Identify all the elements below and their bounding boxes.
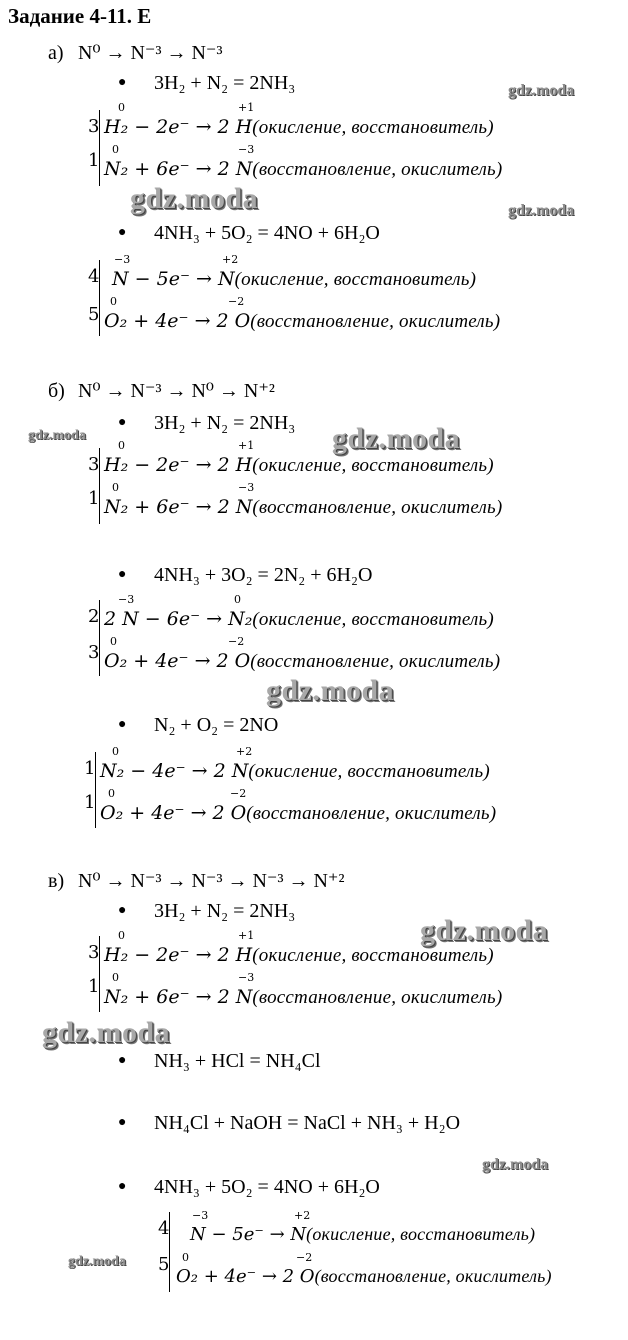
coefficient: 4	[158, 1218, 170, 1239]
bullet-icon: ●	[118, 225, 127, 240]
part-b-equation-2: ● 4NH₃ + 3O₂ = 2N₂ + 6H₂O	[118, 564, 373, 586]
half-reaction: 0 +2 N₂ − 4e⁻ → 2 N(окисление, восстановитель)	[100, 745, 490, 782]
half-reaction: 0 −3 N₂ + 6e⁻ → 2 N(восстановление, окислитель)	[104, 481, 503, 518]
coefficient: 3	[88, 116, 100, 137]
watermark: gdz.moda	[68, 1254, 126, 1269]
watermark: gdz.moda	[420, 914, 549, 947]
part-c-equation-2: ● NH₃ + HCl = NH₄Cl	[118, 1050, 321, 1072]
balance-bracket	[99, 110, 100, 186]
part-a-equation-2: ● 4NH₃ + 5O₂ = 4NO + 6H₂O	[118, 222, 380, 244]
watermark: gdz.moda	[482, 1156, 549, 1173]
coefficient: 4	[88, 266, 100, 287]
coefficient: 1	[88, 488, 100, 509]
part-c-chain: в) N⁰ → N⁻³ → N⁻³ → N⁻³ → N⁺²	[48, 870, 345, 892]
coefficient: 1	[88, 150, 100, 171]
part-a-equation-1: ● 3H₂ + N₂ = 2NH₃	[118, 72, 296, 94]
half-reaction: 0 −3 N₂ + 6e⁻ → 2 N(восстановление, окислитель)	[104, 143, 503, 180]
bullet-icon: ●	[118, 567, 127, 582]
coefficient: 3	[88, 942, 100, 963]
bullet-icon: ●	[118, 717, 127, 732]
bullet-icon: ●	[118, 75, 127, 90]
half-reaction: 0 +1 H₂ − 2e⁻ → 2 H(окисление, восстановитель)	[104, 101, 494, 138]
part-a-label: а)	[48, 42, 64, 64]
half-reaction: −3 0 2 N − 6e⁻ → N₂(окисление, восстановитель)	[104, 593, 494, 630]
half-reaction: 0 −2 O₂ + 4e⁻ → 2 O(восстановление, окислитель)	[100, 787, 497, 824]
balance-bracket	[169, 1212, 170, 1292]
coefficient: 1	[84, 792, 96, 813]
coefficient: 2	[88, 606, 100, 627]
watermark: gdz.moda	[42, 1016, 171, 1049]
balance-bracket	[99, 936, 100, 1012]
watermark: gdz.moda	[508, 82, 575, 99]
watermark: gdz.moda	[332, 422, 461, 455]
bullet-icon: ●	[118, 415, 127, 430]
coefficient: 5	[88, 304, 100, 325]
balance-bracket	[99, 448, 100, 524]
balance-bracket	[99, 260, 100, 336]
bullet-icon: ●	[118, 903, 127, 918]
watermark: gdz.moda	[508, 202, 575, 219]
half-reaction: 0 −3 N₂ + 6e⁻ → 2 N(восстановление, окислитель)	[104, 971, 503, 1008]
part-c-equation-1: ● 3H₂ + N₂ = 2NH₃	[118, 900, 296, 922]
bullet-icon: ●	[118, 1179, 127, 1194]
half-reaction: 0 −2 O₂ + 4e⁻ → 2 O(восстановление, окислитель)	[104, 635, 501, 672]
watermark: gdz.moda	[130, 182, 259, 215]
half-reaction: 0 +1 H₂ − 2e⁻ → 2 H(окисление, восстановитель)	[104, 439, 494, 476]
half-reaction: −3 +2 N − 5e⁻ → N(окисление, восстановитель)	[190, 1209, 536, 1245]
part-b-equation-3: ● N₂ + O₂ = 2NO	[118, 714, 279, 736]
task-title: Задание 4-11. Е	[8, 4, 152, 28]
watermark: gdz.moda	[28, 428, 86, 443]
half-reaction: 0 −2 O₂ + 4e⁻ → 2 O(восстановление, окислитель)	[104, 295, 501, 332]
bullet-icon: ●	[118, 1115, 127, 1130]
coefficient: 3	[88, 642, 100, 663]
part-b-equation-1: ● 3H₂ + N₂ = 2NH₃	[118, 412, 296, 434]
balance-bracket	[95, 752, 96, 828]
coefficient: 3	[88, 454, 100, 475]
coefficient: 1	[84, 758, 96, 779]
part-a-chain: а) N⁰ → N⁻³ → N⁻³	[48, 42, 223, 64]
half-reaction: 0 −2 O₂ + 4e⁻ → 2 O(восстановление, окислитель)	[176, 1251, 552, 1287]
coefficient: 5	[158, 1254, 170, 1275]
half-reaction: 0 +1 H₂ − 2e⁻ → 2 H(окисление, восстановитель)	[104, 929, 494, 966]
part-c-label: в)	[48, 870, 65, 892]
half-reaction: −3 +2 N − 5e⁻ → N(окисление, восстановитель)	[112, 253, 477, 290]
part-c-equation-4: ● 4NH₃ + 5O₂ = 4NO + 6H₂O	[118, 1176, 380, 1198]
part-b-chain: б) N⁰ → N⁻³ → N⁰ → N⁺²	[48, 380, 275, 402]
balance-bracket	[99, 600, 100, 676]
bullet-icon: ●	[118, 1053, 127, 1068]
part-b-label: б)	[48, 380, 65, 402]
coefficient: 1	[88, 976, 100, 997]
watermark: gdz.moda	[266, 674, 395, 707]
part-c-equation-3: ● NH₄Cl + NaOH = NaCl + NH₃ + H₂O	[118, 1112, 461, 1134]
